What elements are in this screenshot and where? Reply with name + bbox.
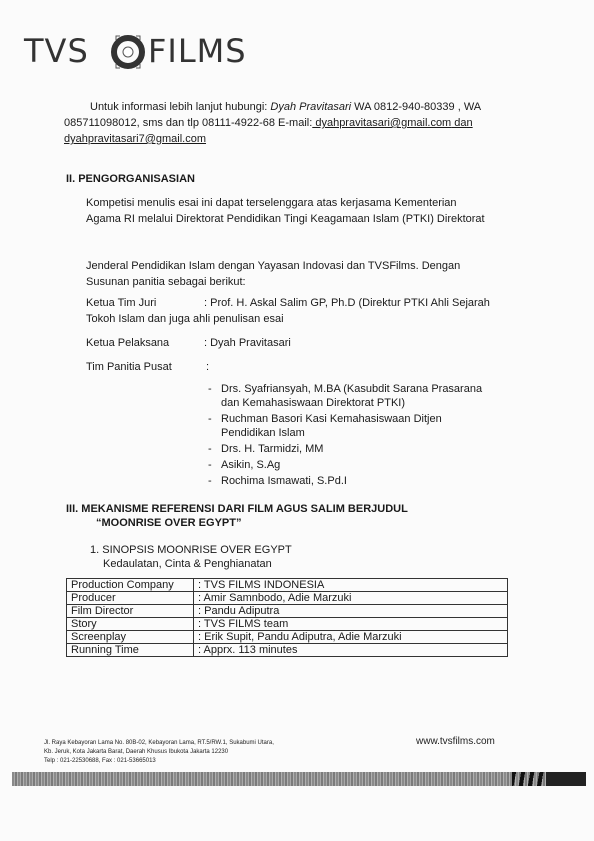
para1-line1: Kompetisi menulis esai ini dapat terselenggara atas kerjasama Kementerian [86, 197, 457, 209]
footer-bar-end [546, 772, 586, 786]
table-row: Producer : Amir Samnbodo, Adie Marzuki [67, 592, 508, 605]
list-bullet: - [208, 383, 212, 395]
juri-value-cont: Tokoh Islam dan juga ahli penulisan esai [86, 313, 284, 325]
table-row: Running Time : Apprx. 113 minutes [67, 644, 508, 657]
list-bullet: - [208, 459, 212, 471]
contact-name: Dyah Pravitasari [270, 101, 352, 113]
logo-text-right: FILMS [148, 32, 247, 70]
panitia-label: Tim Panitia Pusat [86, 361, 172, 373]
tvs-films-logo [24, 30, 247, 74]
footer-address-2: Kb. Jeruk, Kota Jakarta Barat, Daerah Khusus Ibukota Jakarta 12230 [44, 749, 229, 755]
footer-address-1: Jl. Raya Kebayoran Lama No. 80B-02, Kebayoran Lama, RT.5/RW.1, Sukabumi Utara, [44, 740, 274, 746]
list-bullet: - [208, 475, 212, 487]
footer-decorative-bar [12, 772, 586, 786]
list-item: Asikin, S.Ag [221, 459, 281, 471]
list-item: Drs. Syafriansyah, M.BA (Kasubdit Sarana Prasarana [221, 383, 483, 395]
table-row: Story : TVS FILMS team [67, 618, 508, 631]
pelaksana-value: : Dyah Pravitasari [204, 337, 291, 349]
table-row: Screenplay : Erik Supit, Pandu Adiputra, Adie Marzuki [67, 631, 508, 644]
section-heading-pengorganisasian: II. PENGORGANISASIAN [66, 173, 195, 185]
section-heading-mekanisme: III. MEKANISME REFERENSI DARI FILM AGUS SALIM BERJUDUL [66, 503, 408, 515]
footer-website-link[interactable]: www.tvsfilms.com [416, 736, 495, 747]
table-row: Film Director : Pandu Adiputra [67, 605, 508, 618]
logo-text-left: TVS [24, 32, 89, 70]
list-item-cont: dan Kemahasiswaan Direktorat PTKI) [221, 397, 406, 409]
list-item-cont: Pendidikan Islam [221, 427, 305, 439]
juri-label: Ketua Tim Juri [86, 297, 157, 309]
film-reel-icon [110, 34, 146, 70]
table-row: Production Company : TVS FILMS INDONESIA [67, 579, 508, 592]
juri-value: : Prof. H. Askal Salim GP, Ph.D (Direktur PTKI Ahli Sejarah [204, 297, 490, 309]
list-item: Ruchman Basori Kasi Kemahasiswaan Ditjen [221, 413, 442, 425]
para2-line1: Jenderal Pendidikan Islam dengan Yayasan Indovasi dan TVSFilms. Dengan [86, 260, 461, 272]
contact-line-1: Untuk informasi lebih lanjut hubungi: Dyah Pravitasari WA 0812-940-80339 , WA [90, 101, 482, 113]
sinopsis-item-subtitle: Kedaulatan, Cinta & Penghianatan [103, 558, 272, 570]
contact-line-2: 085711098012, sms dan tlp 08111-4922-68 E-mail: dyahpravitasari@gmail.com dan [64, 117, 473, 129]
footer-phone: Telp : 021-22530688, Fax : 021-53665013 [44, 758, 156, 764]
section-heading-mekanisme-cont: “MOONRISE OVER EGYPT” [96, 517, 242, 529]
list-item: Rochima Ismawati, S.Pd.I [221, 475, 347, 487]
list-bullet: - [208, 413, 212, 425]
film-info-table [66, 578, 508, 657]
contact-line-3 [64, 132, 206, 147]
list-bullet: - [208, 443, 212, 455]
sinopsis-item-title: 1. SINOPSIS MOONRISE OVER EGYPT [90, 544, 292, 556]
footer-stripes [512, 772, 546, 786]
panitia-colon: : [206, 361, 210, 373]
email-link-2[interactable]: dyahpravitasari7@gmail.com [64, 133, 207, 145]
para1-line2: Agama RI melalui Direktorat Pendidikan Tingi Keagamaan Islam (PTKI) Direktorat [86, 213, 485, 225]
pelaksana-label: Ketua Pelaksana [86, 337, 170, 349]
list-item: Drs. H. Tarmidzi, MM [221, 443, 324, 455]
email-link-1[interactable]: dyahpravitasari@gmail.com [312, 117, 452, 129]
para2-line2: Susunan panitia sebagai berikut: [86, 276, 246, 288]
